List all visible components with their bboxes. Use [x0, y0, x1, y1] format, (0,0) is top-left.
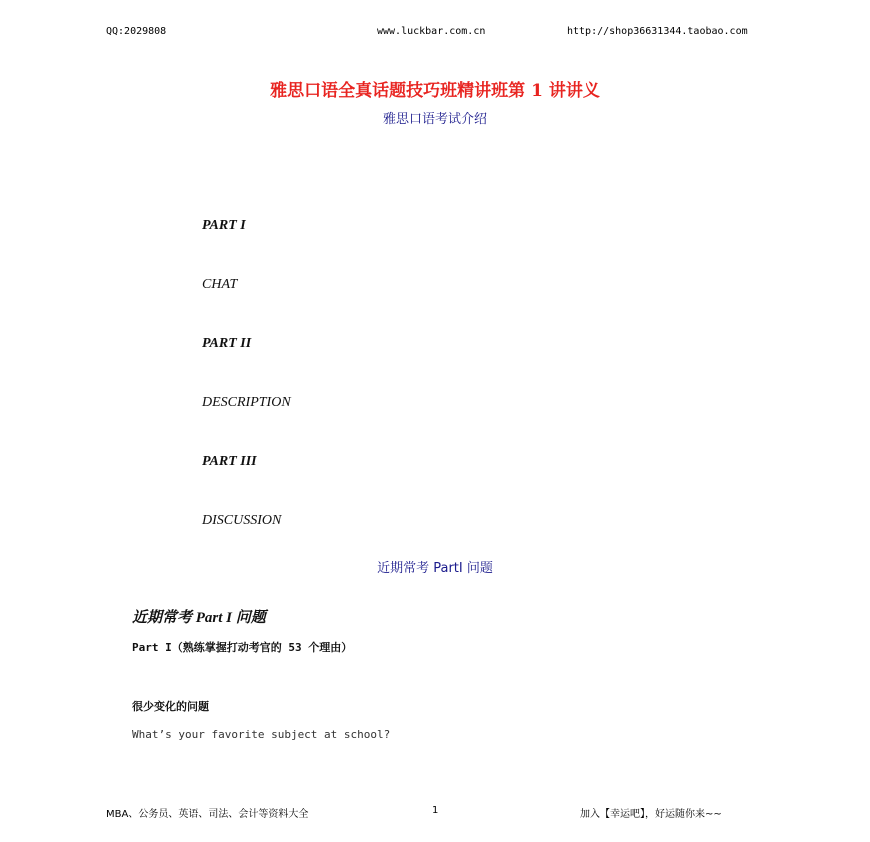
header-qq-text: QQ:2029808	[106, 26, 167, 37]
part-one-line: Part I（熟练掌握打动考官的 53 个理由）	[132, 641, 353, 654]
header-site-link[interactable]: www.luckbar.com.cn	[377, 26, 486, 37]
document-title: 雅思口语全真话题技巧班精讲班第 1 讲讲义	[270, 81, 600, 101]
italic-section-heading: 近期常考 Part I 问题	[132, 610, 266, 626]
outline-description: DESCRIPTION	[202, 395, 291, 410]
footer-right-text: 加入【幸运吧】，好运随你来~~	[580, 809, 722, 820]
page-number: 1	[432, 805, 439, 816]
section-heading: 近期常考 PartI 问题	[377, 561, 493, 576]
outline-part-3: PART III	[202, 454, 257, 469]
document-subtitle: 雅思口语考试介绍	[382, 112, 487, 127]
outline-part-2: PART II	[202, 336, 252, 351]
header-shop-link[interactable]: http://shop36631344.taobao.com	[567, 26, 748, 37]
footer-left-text: MBA、公务员、英语、司法、会计等资料大全	[106, 809, 309, 820]
subsection-heading: 很少变化的问题	[132, 700, 209, 713]
question-text: What’s your favorite subject at school?	[132, 728, 391, 741]
outline-part-1: PART I	[202, 218, 246, 233]
outline-discussion: DISCUSSION	[202, 513, 282, 528]
outline-chat: CHAT	[202, 277, 238, 292]
